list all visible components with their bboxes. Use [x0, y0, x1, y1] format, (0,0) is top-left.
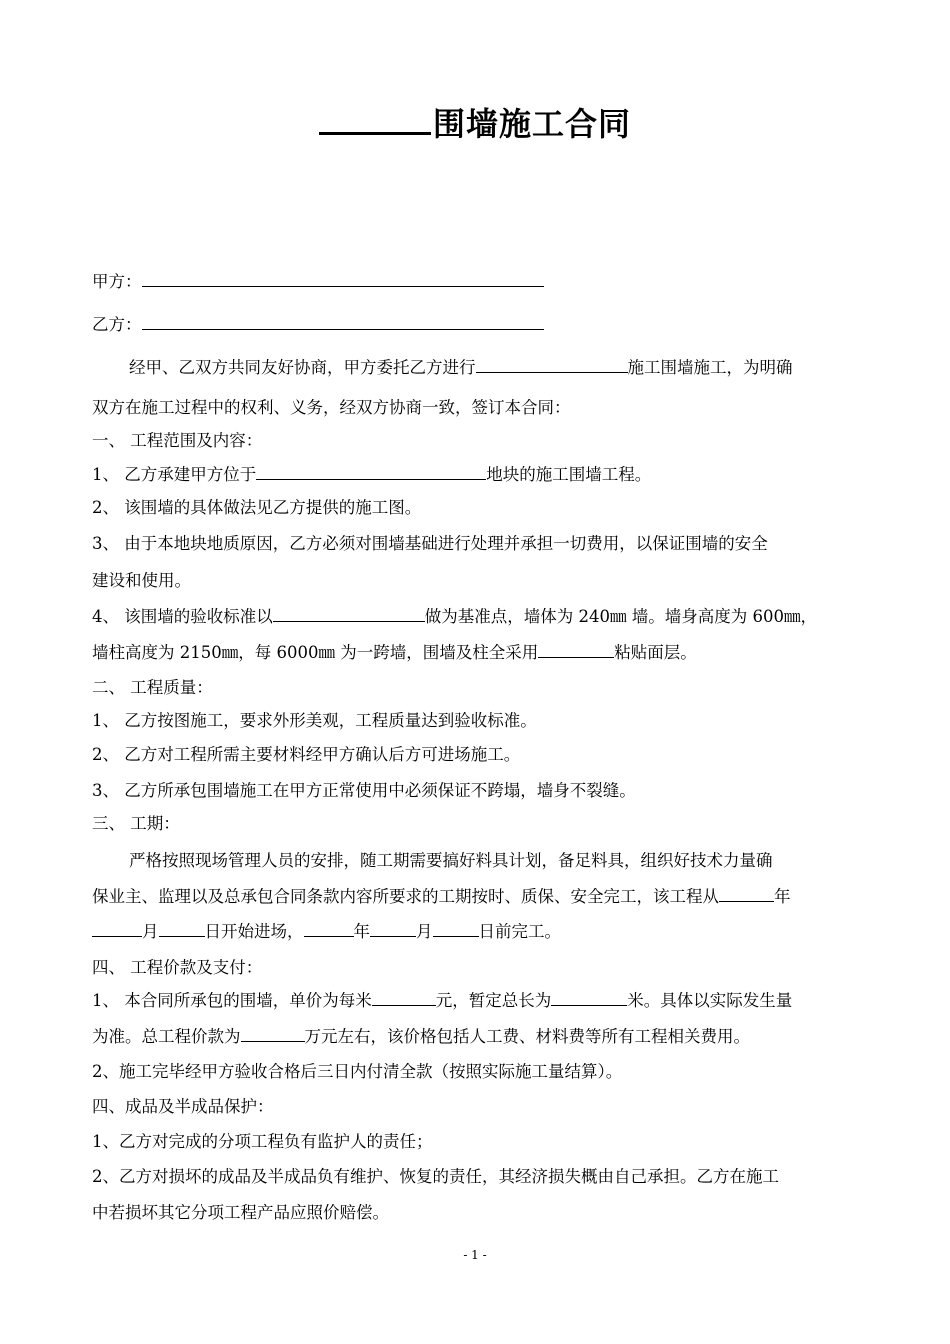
s1-item1-blank	[256, 463, 486, 480]
s1-item1-text-b: 地块的施工围墙工程。	[486, 465, 652, 484]
s3-l3-text-e: 日前完工。	[478, 922, 561, 941]
party-a-line	[92, 270, 872, 294]
s1-item4-blank	[273, 605, 425, 622]
section3-line3	[92, 920, 872, 944]
section2-item3: 3、 乙方所承包围墙施工在甲方正常使用中必须保证不跨塌，墙身不裂缝。	[92, 781, 636, 800]
section3-line1: 严格按照现场管理人员的安排，随工期需要搞好料具计划，备足料具，组织好技术力量确	[129, 851, 773, 870]
section1-item4-line1	[92, 605, 872, 629]
contract-title	[0, 102, 950, 144]
s3-l3-text-d: 月	[416, 922, 433, 941]
s1-item4-text-b: 做为基准点，墙体为 240㎜ 墙。墙身高度为 600㎜，	[424, 607, 817, 626]
party-a-label: 甲方：	[92, 272, 142, 291]
section2-heading: 二、 工程质量：	[92, 678, 213, 697]
s4-item1-l2-text-a: 为准。总工程价款为	[92, 1027, 241, 1046]
s1-item4-l2-text-a: 墙柱高度为 2150㎜，每 6000㎜ 为一跨墙，围墙及柱全采用	[92, 643, 539, 662]
s1-item1-text-a: 1、 乙方承建甲方位于	[92, 465, 257, 484]
s4-total-blank	[241, 1025, 305, 1042]
page-number: - 1 -	[463, 1248, 487, 1262]
s4-unit-price-blank	[372, 989, 436, 1006]
intro-line-1	[92, 356, 872, 380]
title-blank	[319, 102, 431, 135]
section1-item1	[92, 463, 872, 487]
s1-item4-l2-text-b: 粘贴面层。	[614, 643, 697, 662]
section3-line2	[92, 885, 872, 909]
section4-item2: 2、施工完毕经甲方验收合格后三日内付清全款（按照实际施工量结算）。	[92, 1062, 623, 1081]
party-b-line	[92, 313, 872, 337]
s3-l3-text-b: 日开始进场，	[204, 922, 304, 941]
intro-text-b: 施工围墙施工，为明确	[627, 358, 793, 377]
section3-heading: 三、 工期：	[92, 814, 180, 833]
s3-day-start-blank	[159, 920, 205, 937]
section1-item3-line1: 3、 由于本地块地质原因，乙方必须对围墙基础进行处理并承担一切费用，以保证围墙的安全	[92, 534, 768, 553]
s3-l3-text-c: 年	[353, 922, 370, 941]
s3-l3-text-a: 月	[142, 922, 159, 941]
section4-item1-line2	[92, 1025, 872, 1049]
s1-item4-l2-blank	[538, 641, 614, 658]
section4-heading: 四、 工程价款及支付：	[92, 958, 263, 977]
s3-month-start-blank	[92, 920, 142, 937]
s3-year-start-blank	[719, 885, 774, 902]
s3-day-end-blank	[433, 920, 479, 937]
section5-heading: 四、成品及半成品保护：	[92, 1097, 274, 1116]
intro-text-a: 经甲、乙双方共同友好协商，甲方委托乙方进行	[129, 358, 476, 377]
s3-l2-text-a: 保业主、监理以及总承包合同条款内容所要求的工期按时、质保、安全完工，该工程从	[92, 887, 719, 906]
section5-item1: 1、乙方对完成的分项工程负有监护人的责任；	[92, 1132, 433, 1151]
section1-item4-line2	[92, 641, 872, 665]
section1-item3-line2: 建设和使用。	[92, 571, 191, 590]
intro-line-2: 双方在施工过程中的权利、义务，经双方协商一致，签订本合同：	[92, 398, 571, 417]
s4-item1-text-b: 元，暂定总长为	[435, 991, 552, 1010]
section1-heading: 一、 工程范围及内容：	[92, 431, 263, 450]
section1-item2: 2、 该围墙的具体做法见乙方提供的施工图。	[92, 498, 422, 517]
section2-item1: 1、 乙方按图施工，要求外形美观，工程质量达到验收标准。	[92, 711, 537, 730]
section2-item2: 2、 乙方对工程所需主要材料经甲方确认后方可进场施工。	[92, 745, 521, 764]
s4-item1-text-a: 1、 本合同所承包的围墙，单价为每米	[92, 991, 372, 1010]
party-b-label: 乙方：	[92, 315, 142, 334]
section5-item2-line2: 中若损坏其它分项工程产品应照价赔偿。	[92, 1203, 389, 1222]
intro-blank	[476, 356, 628, 373]
s1-item4-text-a: 4、 该围墙的验收标准以	[92, 607, 273, 626]
s4-item1-l2-text-b: 万元左右，该价格包括人工费、材料费等所有工程相关费用。	[304, 1027, 750, 1046]
s4-length-blank	[551, 989, 627, 1006]
section4-item1-line1	[92, 989, 872, 1013]
s3-year-end-blank	[304, 920, 354, 937]
s3-l2-text-b: 年	[774, 887, 791, 906]
section5-item2-line1: 2、乙方对损坏的成品及半成品负有维护、恢复的责任，其经济损失概由自己承担。乙方在施工	[92, 1167, 779, 1186]
title-text: 围墙施工合同	[432, 105, 631, 143]
s4-item1-text-c: 米。具体以实际发生量	[627, 991, 793, 1010]
s3-month-end-blank	[370, 920, 416, 937]
party-b-blank	[142, 313, 544, 330]
party-a-blank	[142, 270, 544, 287]
